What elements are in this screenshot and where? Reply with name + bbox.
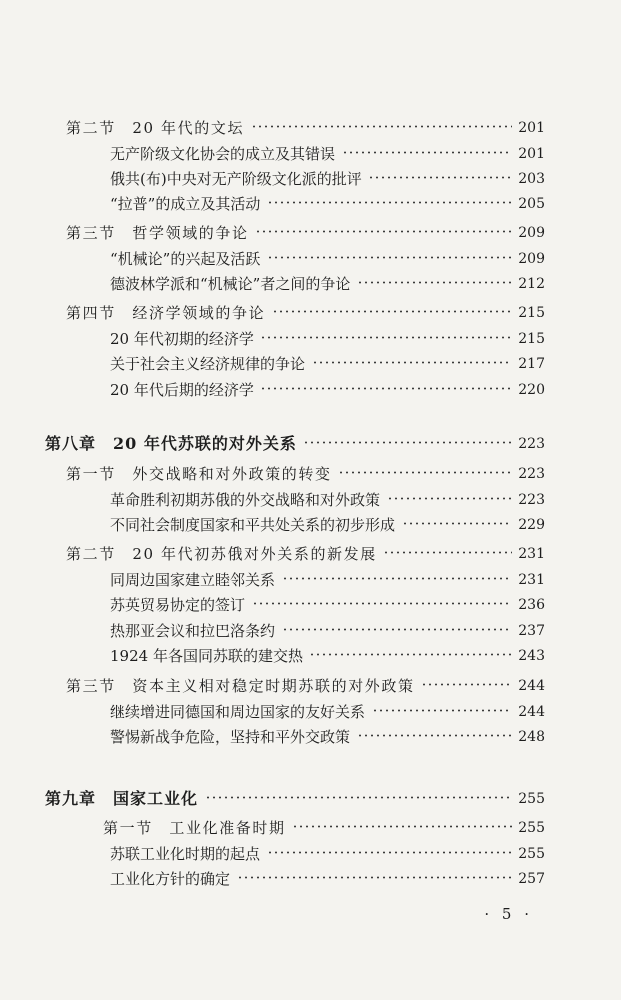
toc-entry-page: 255 xyxy=(518,846,545,862)
toc-entry-title: 第八章 20 年代苏联的对外关系 xyxy=(45,434,297,453)
toc-entry-title: 同周边国家建立睦邻关系 xyxy=(110,571,276,589)
dot-leader xyxy=(383,551,512,554)
toc-entry-page: 255 xyxy=(518,820,545,836)
toc-entry-page: 248 xyxy=(518,729,545,745)
toc-entry-title: 第一节 外交战略和对外政策的转变 xyxy=(66,465,332,483)
dot-leader xyxy=(267,256,512,259)
toc-entry-title: 不同社会制度国家和平共处关系的初步形成 xyxy=(110,516,396,534)
dot-leader xyxy=(421,683,512,686)
toc-entry-title: 无产阶级文化协会的成立及其错误 xyxy=(110,145,336,163)
toc-entry-page: 223 xyxy=(518,466,545,482)
toc-entry-title: 关于社会主义经济规律的争论 xyxy=(110,355,306,373)
toc-entry-page: 244 xyxy=(518,704,545,720)
page-number: · 5 · xyxy=(484,905,533,923)
toc-entry-title: 革命胜利初期苏俄的外交战略和对外政策 xyxy=(110,491,381,509)
dot-leader xyxy=(368,176,512,179)
toc-entry xyxy=(0,815,621,841)
toc-entry-title: 第一节 工业化准备时期 xyxy=(103,819,286,837)
toc-entry xyxy=(0,141,621,167)
dot-leader xyxy=(303,441,512,444)
toc-entry-page: 205 xyxy=(518,196,545,212)
toc-entry-page: 215 xyxy=(518,305,545,321)
toc-entry xyxy=(0,220,621,246)
dot-leader xyxy=(260,387,512,390)
toc-entry xyxy=(0,487,621,513)
dot-leader xyxy=(205,796,512,799)
toc-entry-page: 223 xyxy=(518,436,545,452)
dot-leader xyxy=(252,602,512,605)
toc-entry-page: 220 xyxy=(518,382,545,398)
toc-entry-title: 德波林学派和“机械论”者之间的争论 xyxy=(110,275,351,293)
toc-entry xyxy=(0,724,621,750)
toc-entry-page: 237 xyxy=(518,623,545,639)
toc-entry-page: 209 xyxy=(518,251,545,267)
toc-entry xyxy=(0,271,621,297)
toc-entry xyxy=(0,300,621,326)
toc-entry xyxy=(0,326,621,352)
toc-entry xyxy=(0,592,621,618)
toc-entry-title: 警惕新战争危险，坚持和平外交政策 xyxy=(110,728,351,746)
toc-entry xyxy=(0,461,621,487)
toc-entry xyxy=(0,866,621,892)
dot-leader xyxy=(292,825,512,828)
toc-entry-page: 223 xyxy=(518,492,545,508)
toc-entry-page: 244 xyxy=(518,678,545,694)
toc-entry-page: 203 xyxy=(518,171,545,187)
toc-entry xyxy=(0,512,621,538)
dot-leader xyxy=(372,709,512,712)
dot-leader xyxy=(237,876,512,879)
toc-entry-title: 第三节 资本主义相对稳定时期苏联的对外政策 xyxy=(66,677,415,695)
dot-leader xyxy=(357,281,512,284)
toc-entry-title: 继续增进同德国和周边国家的友好关系 xyxy=(110,703,366,721)
toc-entry-page: 217 xyxy=(518,356,545,372)
toc-entry-title: 苏英贸易协定的签订 xyxy=(110,596,246,614)
toc-entry-page: 201 xyxy=(518,120,545,136)
dot-leader xyxy=(282,628,512,631)
toc-entry xyxy=(0,115,621,141)
toc-entry-page: 243 xyxy=(518,648,545,664)
toc-entry xyxy=(0,431,621,457)
toc-entry-title: 热那亚会议和拉巴洛条约 xyxy=(110,622,276,640)
dot-leader xyxy=(309,653,512,656)
toc-entry-title: 第二节 20 年代初苏俄对外关系的新发展 xyxy=(66,545,377,563)
toc-entry-page: 231 xyxy=(518,572,545,588)
toc-entry xyxy=(0,786,621,812)
dot-leader xyxy=(357,734,512,737)
toc-entry-title: 第九章 国家工业化 xyxy=(45,789,199,808)
toc-entry-page: 212 xyxy=(518,276,545,292)
toc-entry-title: 俄共(布)中央对无产阶级文化派的批评 xyxy=(110,170,362,188)
toc-entry-page: 229 xyxy=(518,517,545,533)
dot-leader xyxy=(282,577,512,580)
toc-entry-title: “机械论”的兴起及活跃 xyxy=(110,250,261,268)
toc-entry-title: 工业化方针的确定 xyxy=(110,870,231,888)
dot-leader xyxy=(312,361,512,364)
toc-entry-page: 231 xyxy=(518,546,545,562)
toc-entry xyxy=(0,699,621,725)
toc-entry-page: 201 xyxy=(518,146,545,162)
toc-entry xyxy=(0,618,621,644)
dot-leader xyxy=(402,522,512,525)
toc-entry-title: 第二节 20 年代的文坛 xyxy=(66,119,245,137)
toc-entry xyxy=(0,567,621,593)
toc-entry-page: 257 xyxy=(518,871,545,887)
toc-entry-title: 20 年代初期的经济学 xyxy=(110,330,254,348)
toc-entry-page: 236 xyxy=(518,597,545,613)
toc-entry-page: 215 xyxy=(518,331,545,347)
toc-entry xyxy=(0,351,621,377)
dot-leader xyxy=(272,310,512,313)
toc-entry-page: 209 xyxy=(518,225,545,241)
dot-leader xyxy=(255,230,512,233)
toc-entry xyxy=(0,191,621,217)
dot-leader xyxy=(260,336,512,339)
toc-entry xyxy=(0,246,621,272)
toc-entry xyxy=(0,166,621,192)
dot-leader xyxy=(267,851,512,854)
toc-entry-title: 苏联工业化时期的起点 xyxy=(110,845,261,863)
toc-entry xyxy=(0,673,621,699)
toc-entry-title: 1924 年各国同苏联的建交热 xyxy=(110,647,303,665)
dot-leader xyxy=(387,497,512,500)
toc-entry xyxy=(0,643,621,669)
dot-leader xyxy=(338,471,512,474)
toc-entry xyxy=(0,377,621,403)
toc-entry-title: “拉普”的成立及其活动 xyxy=(110,195,261,213)
dot-leader xyxy=(251,125,512,128)
dot-leader xyxy=(342,151,512,154)
toc-entry-page: 255 xyxy=(518,791,545,807)
dot-leader xyxy=(267,201,512,204)
toc-entry xyxy=(0,541,621,567)
toc-entry-title: 20 年代后期的经济学 xyxy=(110,381,254,399)
toc-entry-title: 第三节 哲学领域的争论 xyxy=(66,224,249,242)
toc-entry xyxy=(0,841,621,867)
toc-entry-title: 第四节 经济学领域的争论 xyxy=(66,304,266,322)
